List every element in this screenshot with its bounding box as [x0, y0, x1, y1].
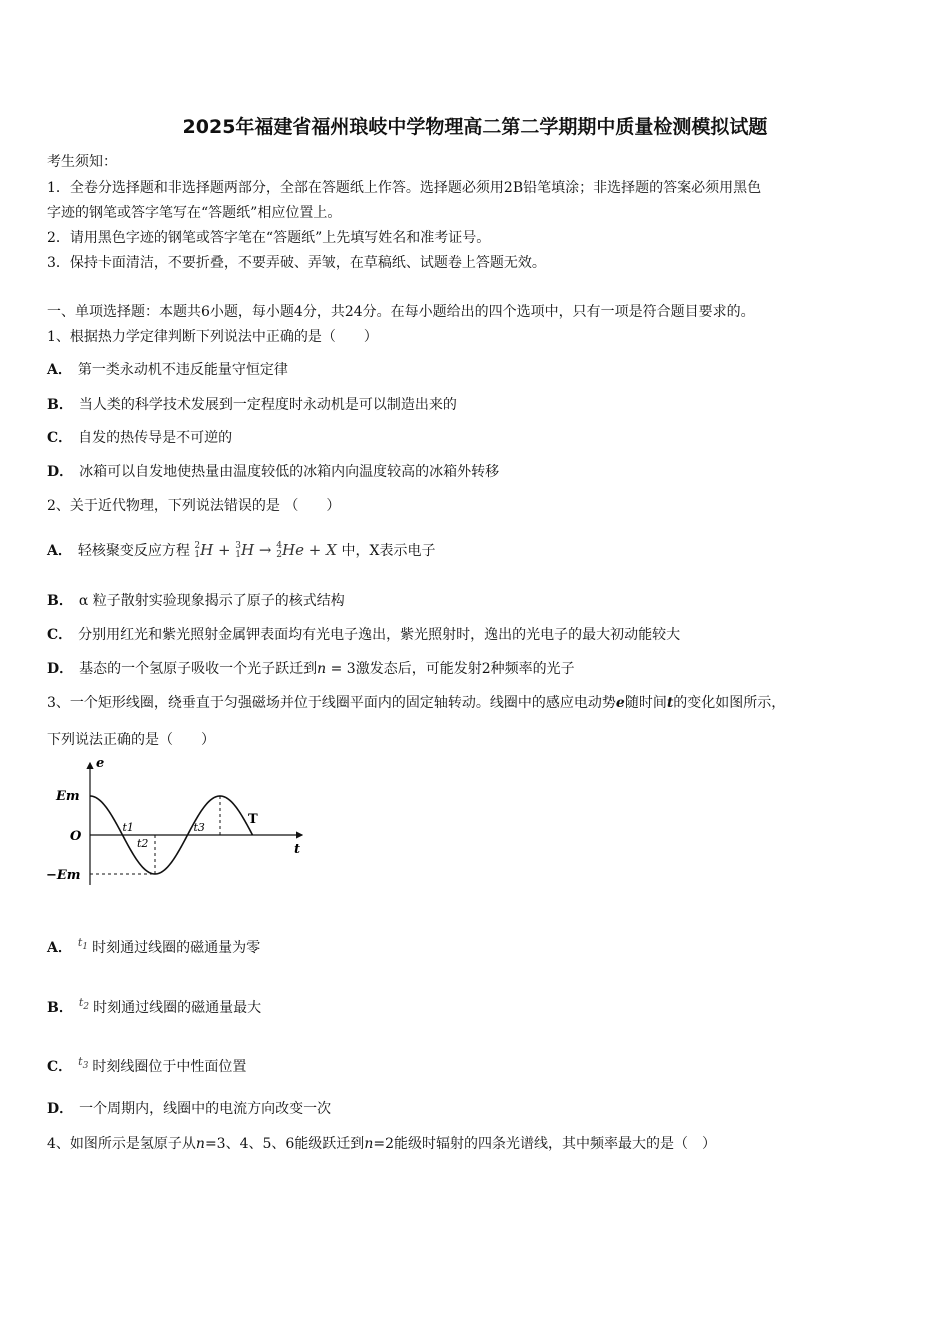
question-4-stem: [47, 1134, 716, 1154]
e-variable: e: [615, 695, 625, 711]
option-letter: B．: [47, 593, 73, 609]
t-variable: t: [666, 695, 674, 711]
option-text: 当人类的科学技术发展到一定程度时永动机是可以制造出来的: [78, 397, 457, 413]
t3-label: t3: [193, 821, 205, 834]
arrow: →: [258, 541, 272, 559]
n-variable: n: [364, 1136, 374, 1152]
x-term: + X: [308, 541, 337, 559]
q2-option-a: [47, 540, 436, 561]
atomic-number: 1: [235, 550, 242, 560]
q3-option-c: [47, 1052, 246, 1077]
option-text: 第一类永动机不违反能量守恒定律: [77, 362, 288, 378]
option-letter: D．: [47, 661, 74, 677]
stem-text: 3、一个矩形线圈，绕垂直于匀强磁场并位于线圈平面内的固定轴转动。线圈中的感应电动势: [47, 695, 616, 711]
stem-text: 4、如图所示是氢原子从: [47, 1136, 196, 1152]
q1-option-d: [47, 462, 499, 482]
plus-sign: +: [217, 541, 231, 559]
neg-em-label: −Em: [46, 868, 81, 883]
origin-label: O: [70, 829, 82, 844]
mass-number: 3: [235, 541, 242, 551]
stem-text: =3、4、5、6能级跃迁到: [204, 1136, 365, 1152]
section-heading: 一、单项选择题：本题共6小题，每小题4分，共24分。在每小题给出的四个选项中，只有一项是符合题目要求的。: [47, 304, 755, 320]
option-letter: A．: [47, 940, 72, 956]
question-3-stem-cont: 下列说法正确的是（ ）: [47, 732, 215, 748]
question-3-stem: [47, 693, 785, 713]
option-letter: A．: [47, 362, 72, 378]
option-letter: B．: [47, 1000, 73, 1016]
mass-number: 4: [276, 541, 282, 551]
q3-option-d: [47, 1099, 331, 1119]
t1-symbol: t1: [77, 936, 89, 953]
period-label: T: [248, 812, 258, 827]
option-text: 分别用红光和紫光照射金属钾表面均有光电子逸出，紫光照射时，逸出的光电子的最大初动能较大: [78, 627, 681, 643]
q3-option-a: [47, 933, 260, 958]
option-text: 时刻线圈位于中性面位置: [92, 1059, 247, 1075]
option-text: 轻核聚变反应方程: [77, 543, 190, 559]
notice-item-2: 2．请用黑色字迹的钢笔或答字笔在“答题纸”上先填写姓名和准考证号。: [47, 230, 491, 246]
q2-option-c: [47, 625, 680, 645]
option-text: α 粒子散射实验现象揭示了原子的核式结构: [78, 593, 345, 609]
em-label: Em: [56, 789, 80, 804]
option-text: 自发的热传导是不可逆的: [78, 430, 233, 446]
emf-time-graph: [40, 755, 320, 895]
q1-option-c: [47, 428, 232, 448]
stem-text: 的变化如图所示，: [673, 695, 786, 711]
option-text: 基态的一个氢原子吸收一个光子跃迁到: [79, 661, 318, 677]
q2-option-b: [47, 591, 345, 611]
notice-item-3: 3．保持卡面清洁，不要折叠，不要弄破、弄皱，在草稿纸、试题卷上答题无效。: [47, 255, 546, 271]
atomic-number: 2: [276, 550, 282, 560]
question-1-stem: 1、根据热力学定律判断下列说法中正确的是（ ）: [47, 329, 378, 345]
notice-item-1: 1．全卷分选择题和非选择题两部分，全部在答题纸上作答。选择题必须用2B铅笔填涂；非选择题的答案必须用黑色: [47, 180, 762, 196]
option-text: 时刻通过线圈的磁通量为零: [92, 940, 261, 956]
option-text: 中，X表示电子: [341, 543, 436, 559]
fusion-equation: [194, 541, 341, 559]
n-variable: n: [317, 661, 327, 677]
stem-text: 随时间: [624, 695, 667, 711]
q1-option-a: [47, 360, 288, 380]
hydrogen-symbol: H: [200, 541, 214, 559]
notice-heading: 考生须知：: [47, 154, 117, 170]
option-text: 时刻通过线圈的磁通量最大: [93, 1000, 262, 1016]
t2-symbol: t2: [78, 996, 90, 1013]
question-2-stem: 2、关于近代物理，下列说法错误的是 （ ）: [47, 498, 341, 514]
notice-item-1-cont: 字迹的钢笔或答字笔写在“答题纸”相应位置上。: [47, 205, 342, 221]
option-text: 一个周期内，线圈中的电流方向改变一次: [79, 1101, 332, 1117]
equals-three: = 3: [326, 661, 356, 677]
stem-text: =2能级时辐射的四条光谱线，其中频率最大的是（ ）: [373, 1136, 716, 1152]
page-title: 2025年福建省福州琅岐中学物理高二第二学期期中质量检测模拟试题: [182, 116, 768, 138]
helium-symbol: He: [282, 541, 304, 559]
t3-symbol: t3: [78, 1055, 89, 1072]
x-axis-label: t: [294, 842, 301, 857]
option-letter: C．: [47, 1059, 73, 1075]
option-letter: D．: [47, 464, 74, 480]
atomic-number: 1: [194, 550, 201, 560]
hydrogen-symbol: H: [241, 541, 255, 559]
q3-option-b: [47, 993, 261, 1018]
q1-option-b: [47, 395, 457, 415]
q2-option-d: [47, 659, 575, 679]
option-letter: D．: [47, 1101, 74, 1117]
option-letter: C．: [47, 627, 73, 643]
option-letter: A．: [47, 543, 72, 559]
y-axis-label: e: [96, 756, 105, 771]
option-letter: B．: [47, 397, 73, 413]
option-letter: C．: [47, 430, 73, 446]
n-variable: n: [195, 1136, 205, 1152]
option-text: 冰箱可以自发地使热量由温度较低的冰箱内向温度较高的冰箱外转移: [79, 464, 500, 480]
mass-number: 2: [194, 541, 201, 551]
t1-label: t1: [122, 821, 134, 834]
t2-label: t2: [137, 837, 149, 850]
option-text: 激发态后，可能发射2种频率的光子: [355, 661, 575, 677]
